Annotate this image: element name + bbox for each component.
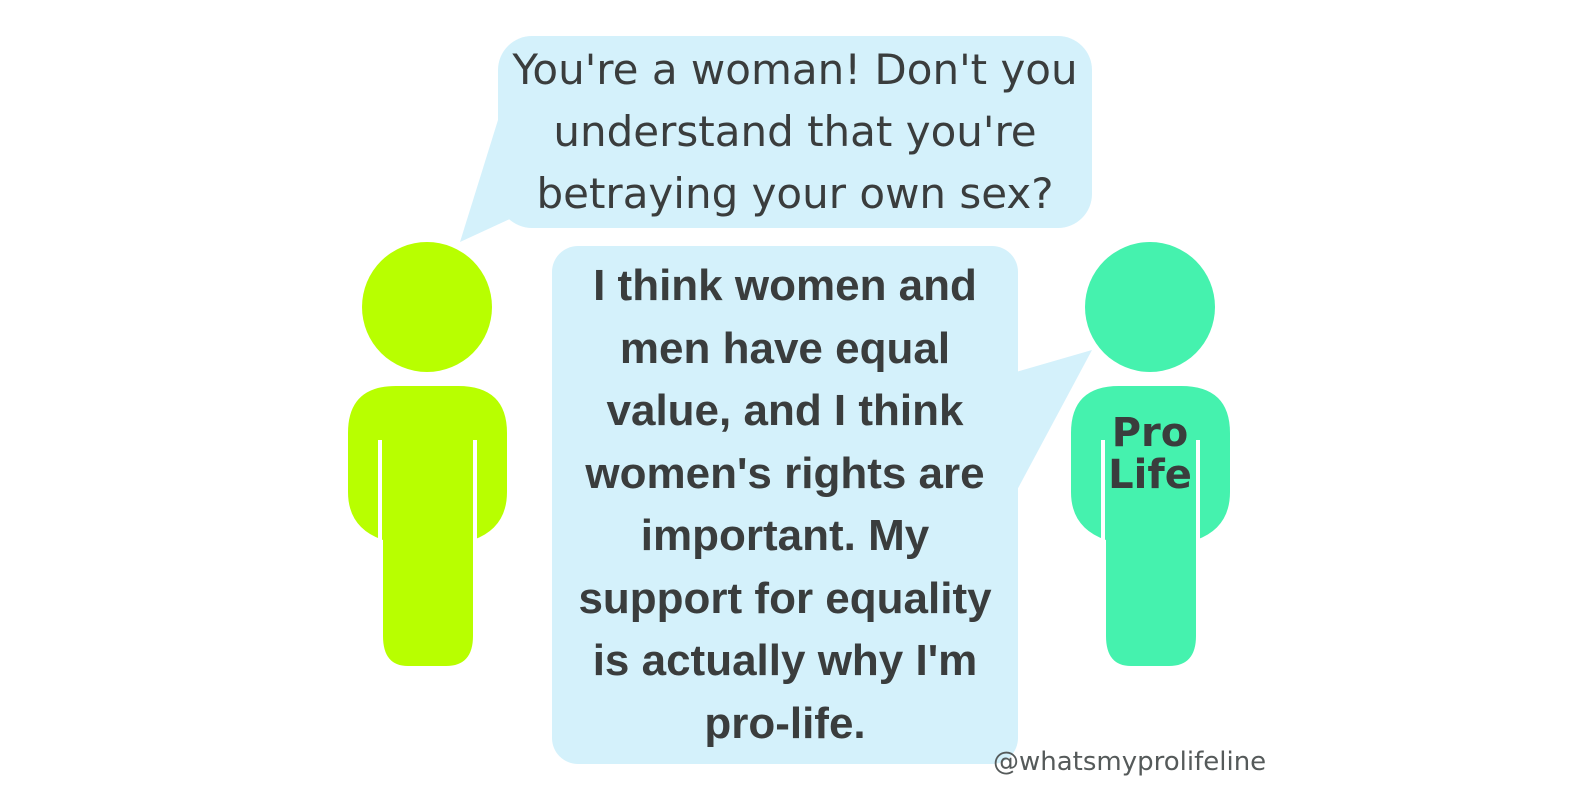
shirt-label-line1: Pro: [1111, 410, 1189, 456]
shirt-label-line2: Life: [1108, 452, 1192, 498]
person-left-head: [362, 242, 492, 372]
social-handle: @whatsmyprolifeline: [993, 747, 1267, 777]
speech-top-text: You're a woman! Don't you understand that you're betraying your own sex?: [512, 45, 1078, 218]
speech-bottom-text: I think women and men have equal value, and I think women's rights are important. My support for equality is actually why I'm pro-life.: [578, 261, 992, 748]
person-left: [348, 242, 507, 666]
shirt-label: [1100, 412, 1200, 496]
person-left-body: [348, 386, 507, 666]
person-right-head: [1085, 242, 1215, 372]
